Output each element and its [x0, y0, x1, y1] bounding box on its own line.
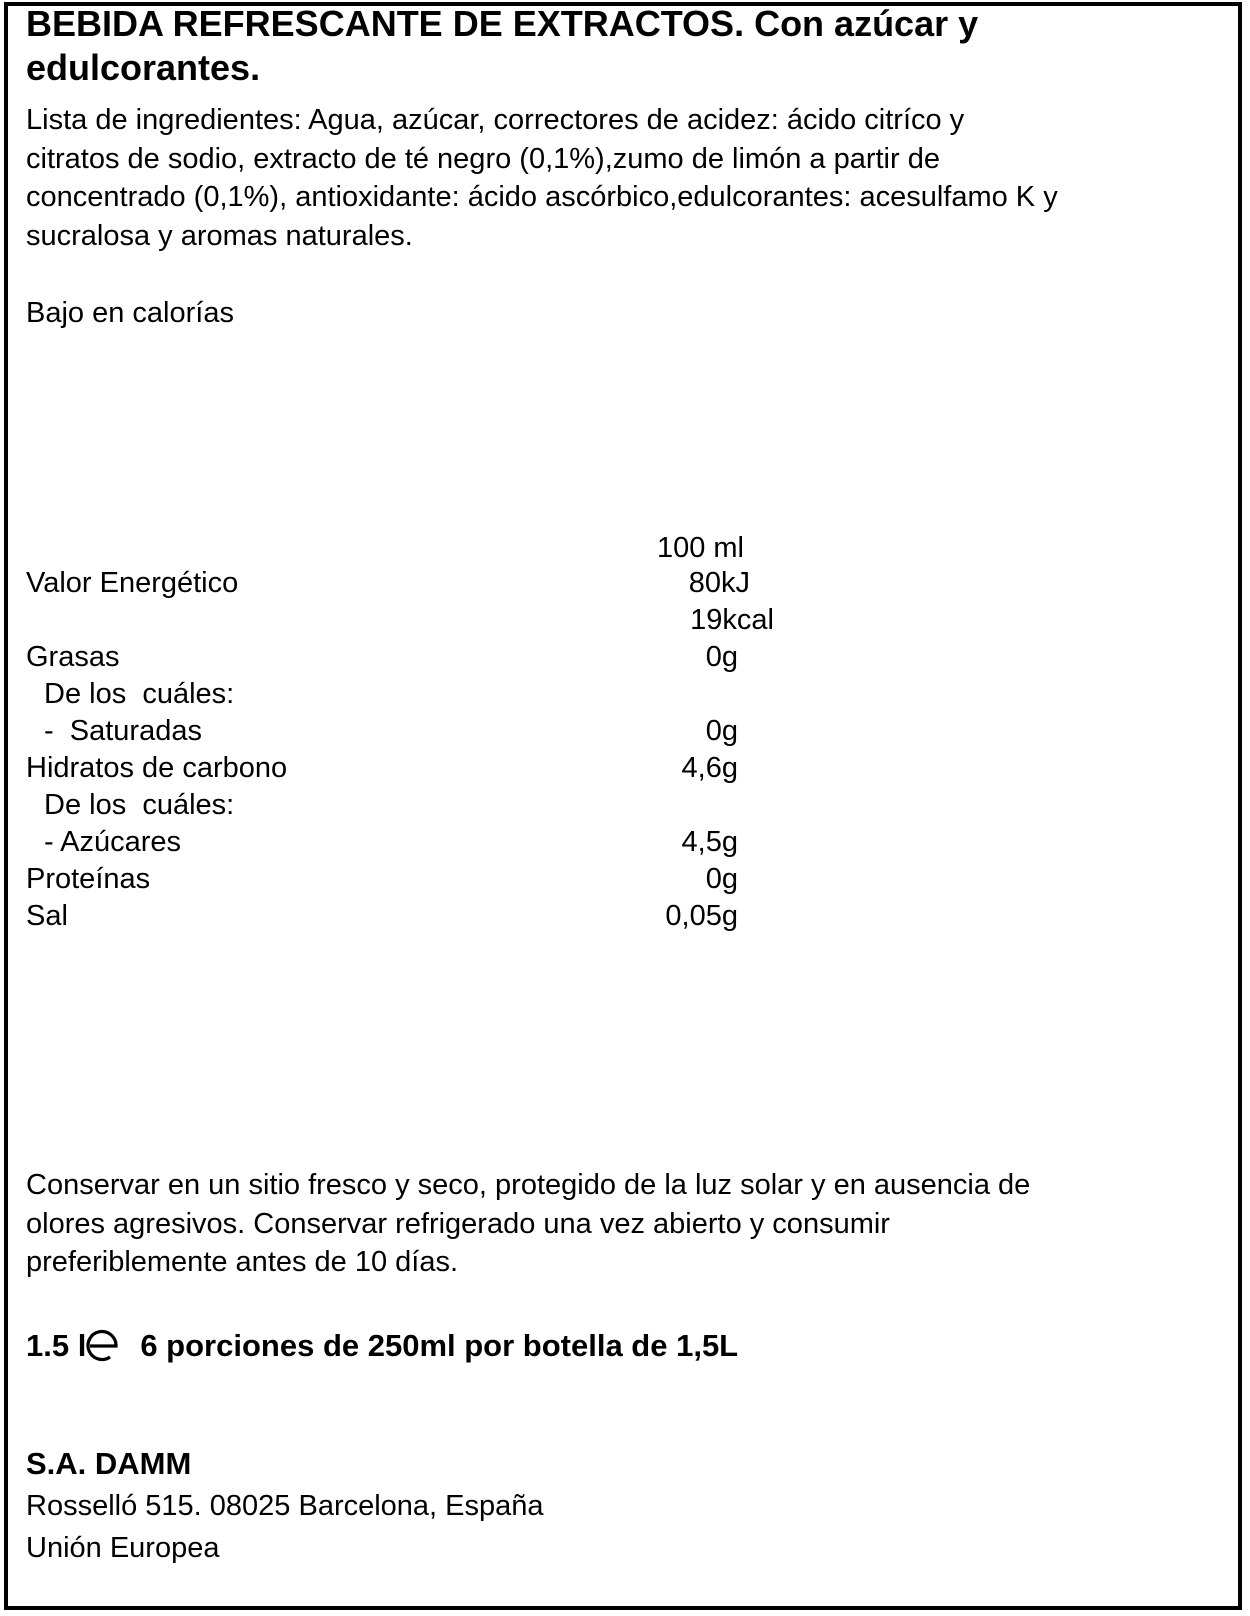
ingredients-line: citratos de sodio, extracto de té negro (0,1%),zumo de limón a partir de: [26, 142, 940, 175]
nutrition-claim: Bajo en calorías: [26, 297, 234, 329]
nutrition-row-value: 4,6g: [681, 752, 738, 784]
nutrition-row-value: 0g: [705, 863, 738, 895]
nutrition-header-per-100ml: 100 ml: [656, 532, 744, 564]
nutrition-row-label: De los cuáles:: [44, 678, 235, 710]
nutrition-row-label: - Azúcares: [44, 826, 181, 858]
manufacturer-name: S.A. DAMM: [26, 1446, 192, 1481]
nutrition-row-label: - Saturadas: [44, 715, 202, 747]
ingredients-line: concentrado (0,1%), antioxidante: ácido ascórbico,edulcorantes: acesulfamo K y: [26, 181, 1058, 213]
nutrition-row-label: Sal: [26, 900, 68, 932]
nutrition-row-label: Valor Energético: [26, 567, 239, 599]
estimated-e-icon: [86, 1328, 122, 1364]
nutrition-row-label: Proteínas: [26, 863, 151, 895]
ingredients-line: Lista de ingredientes: Agua, azúcar, correctores de acidez: ácido citríco y: [26, 104, 965, 136]
manufacturer-address: Rosselló 515. 08025 Barcelona, España: [26, 1490, 544, 1522]
net-quantity: [26, 1326, 738, 1366]
storage-line: olores agresivos. Conservar refrigerado una vez abierto y consumir: [26, 1207, 890, 1240]
nutrition-row-value: 0g: [705, 641, 738, 673]
ingredients-list: [26, 101, 1058, 255]
storage-instructions: [26, 1166, 1030, 1282]
product-title-line-1: BEBIDA REFRESCANTE DE EXTRACTOS. Con azúcar y: [26, 3, 979, 44]
portions-info: 6 porciones de 250ml por botella de 1,5L: [140, 1328, 739, 1363]
nutrition-row-value: 4,5g: [681, 826, 738, 858]
nutrition-row-label: Hidratos de carbono: [26, 752, 288, 784]
nutrition-row-label: De los cuáles:: [44, 789, 235, 821]
nutrition-row-value: 0g: [705, 715, 738, 747]
product-title-line-2: edulcorantes.: [26, 47, 261, 88]
ingredients-line: sucralosa y aromas naturales.: [26, 219, 413, 252]
manufacturer-region: Unión Europea: [26, 1532, 220, 1564]
nutrition-row-value: 80kJ: [688, 567, 750, 599]
product-title: [26, 2, 978, 90]
storage-line: Conservar en un sitio fresco y seco, protegido de la luz solar y en ausencia de: [26, 1169, 1031, 1201]
storage-line: preferiblemente antes de 10 días.: [26, 1246, 459, 1278]
net-volume: 1.5 l: [26, 1328, 87, 1363]
nutrition-row-value: 0,05g: [665, 900, 738, 932]
nutrition-row-label: Grasas: [26, 641, 120, 673]
nutrition-row-value: 19kcal: [690, 604, 774, 636]
